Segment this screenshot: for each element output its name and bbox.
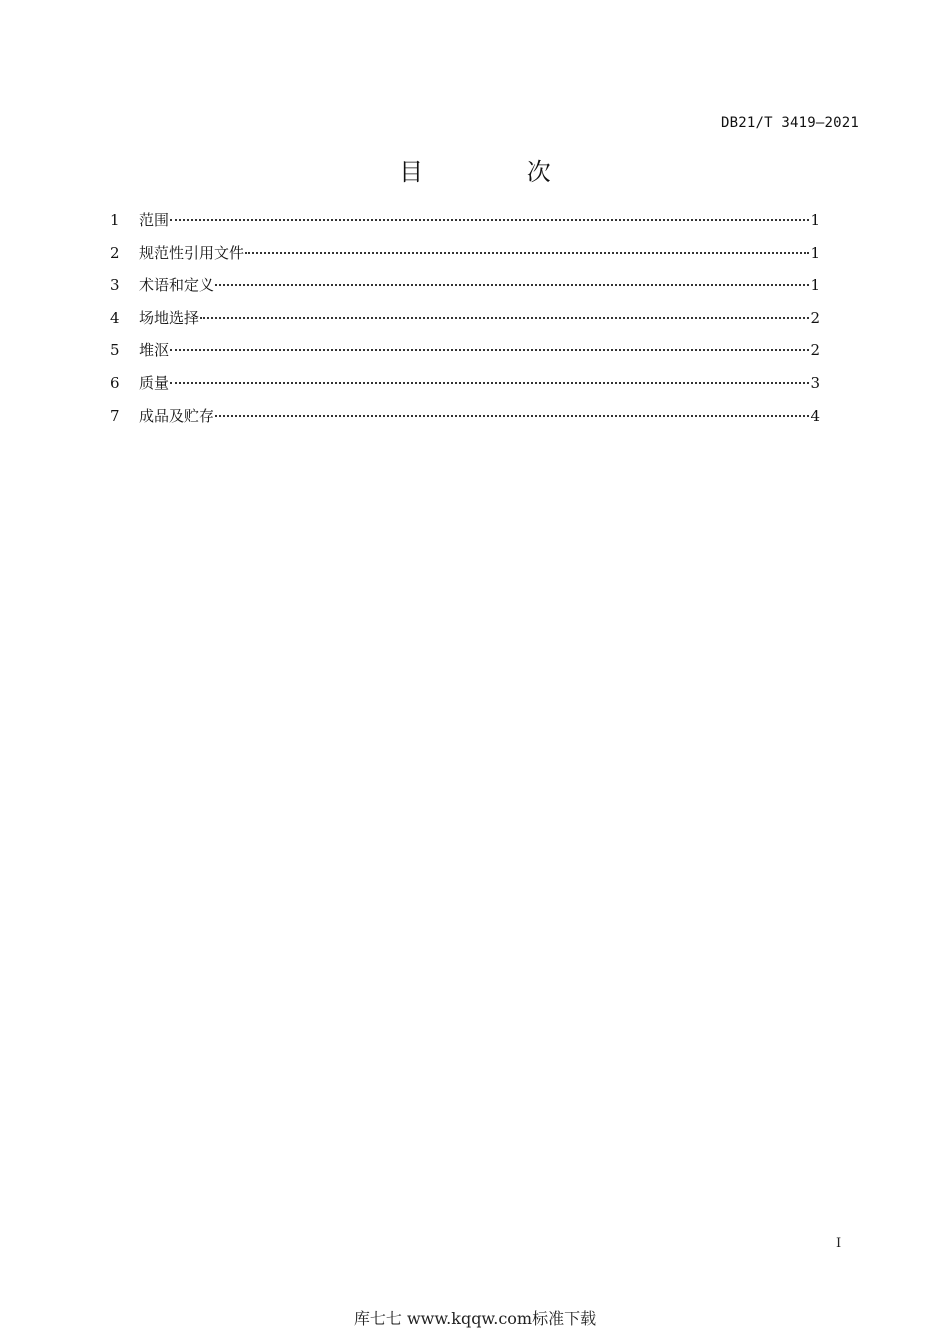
toc-dot-leader [200, 316, 809, 319]
table-of-contents [110, 208, 820, 436]
toc-dot-leader [215, 283, 809, 286]
document-code: DB21/T 3419—2021 [720, 115, 859, 131]
toc-entry-label: 规范性引用文件 [139, 243, 245, 262]
toc-dot-leader [170, 381, 809, 384]
toc-entry-page: 2 [810, 308, 820, 327]
toc-dot-leader [245, 251, 809, 254]
toc-entry-label: 场地选择 [139, 308, 200, 327]
toc-entry-number: 7 [110, 406, 120, 425]
toc-dot-leader [170, 348, 809, 351]
toc-entry-page: 1 [810, 211, 820, 229]
toc-entry[interactable] [110, 208, 820, 241]
toc-entry-page: 1 [810, 243, 820, 262]
toc-entry[interactable] [110, 338, 820, 371]
toc-entry-label: 质量 [139, 373, 170, 392]
toc-entry-number: 5 [110, 341, 120, 360]
toc-entry-number: 4 [110, 308, 120, 327]
toc-entry[interactable] [110, 306, 820, 339]
toc-entry-label: 范围 [139, 211, 170, 229]
toc-entry[interactable] [110, 371, 820, 404]
download-watermark: 库七七 www.kqqw.com标准下载 [353, 1309, 597, 1328]
toc-entry[interactable] [110, 273, 820, 306]
toc-entry-page: 4 [810, 406, 820, 425]
toc-entry-number: 3 [110, 276, 120, 295]
toc-entry-label: 堆沤 [139, 341, 170, 360]
toc-entry[interactable] [110, 241, 820, 274]
toc-dot-leader [170, 218, 809, 221]
toc-entry-number: 1 [110, 211, 120, 229]
toc-entry-number: 2 [110, 243, 120, 262]
toc-entry-page: 3 [810, 373, 820, 392]
toc-entry-page: 1 [810, 276, 820, 295]
toc-entry-number: 6 [110, 373, 120, 392]
toc-title: 目 次 [399, 158, 599, 186]
toc-dot-leader [215, 414, 809, 417]
page-number: I [836, 1236, 842, 1251]
toc-entry-page: 2 [810, 341, 820, 360]
toc-entry-label: 成品及贮存 [139, 406, 215, 425]
toc-entry-label: 术语和定义 [139, 276, 215, 295]
toc-entry[interactable] [110, 404, 820, 437]
